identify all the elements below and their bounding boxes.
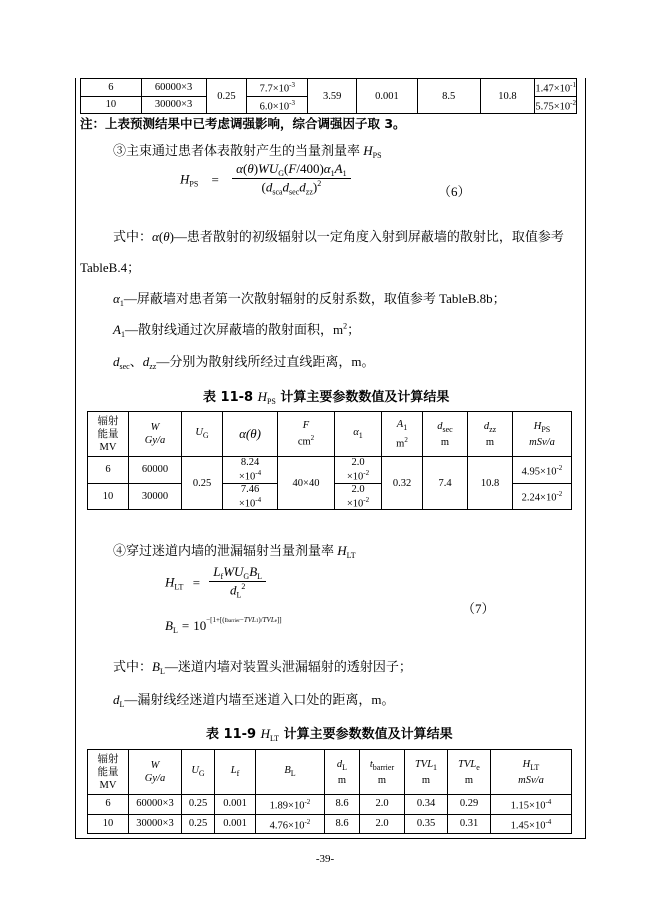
header-tvl1: $TVL_1$ m bbox=[405, 750, 448, 795]
header-tvle: $TVL_e$ m bbox=[448, 750, 491, 795]
result-cell bbox=[535, 79, 577, 97]
table8-caption: 表 11-8 $H_{PS}$ 计算主要参数数值及计算结果 bbox=[203, 389, 450, 406]
dl-cell: 8.6 bbox=[325, 814, 360, 834]
energy-cell: 6 bbox=[81, 79, 142, 97]
result-cell: $1.15\times 10^{-4}$ bbox=[491, 795, 572, 815]
lf-cell: 0.001 bbox=[215, 814, 256, 834]
f-cell: 40×40 bbox=[278, 457, 335, 510]
table-row bbox=[88, 795, 572, 815]
tbarrier-cell: 2.0 bbox=[360, 795, 405, 815]
header-hps: $H_{PS}$ mSv/a bbox=[513, 412, 572, 457]
dl-cell: 8.6 bbox=[325, 795, 360, 815]
bl-cell: $4.76\times 10^{-2}$ bbox=[256, 814, 325, 834]
dsec-cell: 8.5 bbox=[417, 79, 480, 114]
ug-cell: 0.25 bbox=[206, 79, 247, 114]
equation-6: $H_{PS}$ = $\frac{\alpha(\theta)WU_G(F/400)\alpha_1A_1}{(d_{sca}d_{sec}d_{zz})^2}$ bbox=[180, 165, 351, 196]
equation-7-hlt: $H_{LT}$ = $\frac{L_fWU_GB_L}{d_L^2}$ bbox=[165, 568, 266, 599]
d-definition: $d_{sec}$、$d_{zz}—$分别为散射线所经过直线距离，m。 bbox=[113, 354, 375, 371]
energy-cell: 10 bbox=[88, 814, 129, 834]
definition-text: —散射线通过次屏蔽墙的散射面积，m bbox=[124, 322, 344, 337]
a1-cell: 3.59 bbox=[308, 79, 357, 114]
alpha-cell: 7.46 $\times 10^{-4}$ bbox=[223, 483, 278, 510]
symbol-sub: PS bbox=[372, 151, 382, 160]
table-row bbox=[81, 79, 577, 97]
tvle-cell: 0.31 bbox=[448, 814, 491, 834]
where-prefix: 式中： bbox=[113, 659, 153, 674]
header-alpha: α(θ) bbox=[223, 412, 278, 457]
equation-number: （6） bbox=[438, 184, 471, 199]
caption-label: 表 11-9 bbox=[206, 727, 257, 742]
lf-cell: 0.001 bbox=[357, 79, 418, 114]
header-w: W Gy/a bbox=[129, 412, 182, 457]
definition-text: —患者散射的初级辐射以一定角度入射到屏蔽墙的散射比，取值参考 bbox=[173, 229, 564, 244]
w-cell: 60000 bbox=[129, 457, 182, 484]
workload-cell: 30000×3 bbox=[141, 96, 206, 114]
value-text: 1.47×10 bbox=[535, 83, 571, 95]
heading-text: ④穿过迷道内墙的泄漏辐射当量剂量率 bbox=[113, 543, 335, 558]
alpha-cell bbox=[247, 96, 308, 114]
header-tbarrier: $t_{barrier}$ m bbox=[360, 750, 405, 795]
header-energy: 辐射能量MV bbox=[88, 750, 129, 795]
bl-cell: $1.89\times 10^{-2}$ bbox=[256, 795, 325, 815]
w-cell: 30000 bbox=[129, 483, 182, 510]
alpha-cell: 8.24 $\times 10^{-4}$ bbox=[223, 457, 278, 484]
table-row bbox=[88, 457, 572, 484]
header-w: W Gy/a bbox=[129, 750, 182, 795]
energy-cell: 10 bbox=[88, 483, 129, 510]
exponent-text: -3 bbox=[289, 81, 295, 89]
alpha-definition: 式中：α(θ)—患者散射的初级辐射以一定角度入射到屏蔽墙的散射比，取值参考 bbox=[113, 229, 564, 244]
note-text: 注：上表预测结果中已考虑调强影响，综合调强因子取 3。 bbox=[80, 116, 406, 131]
header-a1: $A_1$ $m^2$ bbox=[382, 412, 423, 457]
a1-definition: $A_1—$散射线通过次屏蔽墙的散射面积，$m^2$； bbox=[113, 321, 361, 339]
header-f: F $cm^2$ bbox=[278, 412, 335, 457]
header-dl: $d_L$ m bbox=[325, 750, 360, 795]
value-text: 5.75×10 bbox=[535, 101, 571, 112]
dzz-cell: 10.8 bbox=[480, 79, 535, 114]
header-energy: 辐射能量MV bbox=[88, 412, 129, 457]
w-cell: 30000×3 bbox=[129, 814, 182, 834]
table-11-9 bbox=[87, 749, 572, 834]
page-number: -39- bbox=[315, 853, 335, 865]
header-lf: $L_f$ bbox=[215, 750, 256, 795]
caption-text: 计算主要参数数值及计算结果 bbox=[283, 727, 453, 742]
header-hlt: $H_{LT}$ mSv/a bbox=[491, 750, 572, 795]
value-text: 7.7×10 bbox=[259, 83, 290, 95]
alpha-definition-cont: TableB.4； bbox=[80, 260, 141, 275]
header-ug: $U_G$ bbox=[182, 412, 223, 457]
symbol-sub: LT bbox=[346, 551, 356, 560]
lf-cell: 0.001 bbox=[215, 795, 256, 815]
dsec-cell: 7.4 bbox=[423, 457, 468, 510]
header-alpha1: $\alpha_1$ bbox=[335, 412, 382, 457]
energy-cell: 10 bbox=[81, 96, 142, 114]
ug-cell: 0.25 bbox=[182, 457, 223, 510]
tvl1-cell: 0.35 bbox=[405, 814, 448, 834]
a1-cell: 0.32 bbox=[382, 457, 423, 510]
dl-definition: $d_L—$漏射线经迷道内墙至迷道入口处的距离，m。 bbox=[113, 692, 395, 709]
energy-cell: 6 bbox=[88, 457, 129, 484]
equation-number: （7） bbox=[462, 601, 495, 616]
definition-text: —迷道内墙对装置头泄漏辐射的透射因子； bbox=[164, 659, 412, 674]
alpha1-definition: $\alpha_1—$屏蔽墙对患者第一次散射辐射的反射系数，取值参考 TableB.8b； bbox=[113, 291, 506, 308]
symbol: H bbox=[337, 543, 347, 558]
header-dsec: $d_{sec}$ m bbox=[423, 412, 468, 457]
equation-7-bl: $B_L = 10^{-[1+[(tbarrier-TVL1)/TVLe]]}$ bbox=[165, 615, 282, 635]
header-dzz: $d_{zz}$ m bbox=[468, 412, 513, 457]
alpha1-cell: 2.0 $\times 10^{-2}$ bbox=[335, 457, 382, 484]
tbarrier-cell: 2.0 bbox=[360, 814, 405, 834]
alpha-cell bbox=[247, 79, 308, 97]
header-bl: $B_L$ bbox=[256, 750, 325, 795]
caption-label: 表 11-8 bbox=[203, 390, 254, 405]
workload-cell: 60000×3 bbox=[141, 79, 206, 97]
exponent-text: -3 bbox=[289, 98, 295, 107]
separator: 、 bbox=[129, 354, 143, 369]
result-cell: $4.95\times 10^{-2}$ bbox=[513, 457, 572, 484]
table9-caption: 表 11-9 $H_{LT}$ 计算主要参数数值及计算结果 bbox=[206, 726, 453, 743]
table-header-row bbox=[88, 412, 572, 457]
ug-cell: 0.25 bbox=[182, 814, 215, 834]
table-11-8 bbox=[87, 411, 572, 510]
ug-cell: 0.25 bbox=[182, 795, 215, 815]
section4-heading bbox=[113, 540, 356, 560]
definition-text: —屏蔽墙对患者第一次散射辐射的反射系数，取值参考 TableB.8b； bbox=[123, 291, 506, 306]
heading-text: ③主束通过患者体表散射产生的当量剂量率 bbox=[113, 143, 361, 158]
value-text: 6.0×10 bbox=[259, 101, 290, 112]
caption-text: 计算主要参数数值及计算结果 bbox=[280, 390, 450, 405]
definition-text: —漏射线经迷道内墙至迷道入口处的距离，m。 bbox=[124, 692, 395, 707]
energy-cell: 6 bbox=[88, 795, 129, 815]
result-cell: $2.24\times 10^{-2}$ bbox=[513, 483, 572, 510]
exponent-text: -2 bbox=[570, 98, 576, 107]
where-prefix: 式中： bbox=[113, 229, 153, 244]
continued-results-table bbox=[80, 78, 577, 114]
alpha1-cell: 2.0 $\times 10^{-2}$ bbox=[335, 483, 382, 510]
tvle-cell: 0.29 bbox=[448, 795, 491, 815]
table-header-row bbox=[88, 750, 572, 795]
w-cell: 60000×3 bbox=[129, 795, 182, 815]
bl-definition: 式中：$B_L—$迷道内墙对装置头泄漏辐射的透射因子； bbox=[113, 659, 412, 676]
tvl1-cell: 0.34 bbox=[405, 795, 448, 815]
table-row bbox=[88, 814, 572, 834]
superscript: 2 bbox=[343, 321, 348, 331]
result-cell: $1.45\times 10^{-4}$ bbox=[491, 814, 572, 834]
section3-heading bbox=[113, 140, 382, 160]
result-cell bbox=[535, 96, 577, 114]
exponent-text: -1 bbox=[570, 81, 576, 89]
header-ug: $U_G$ bbox=[182, 750, 215, 795]
definition-end: ； bbox=[347, 322, 361, 337]
definition-text: —分别为散射线所经过直线距离，m。 bbox=[156, 354, 375, 369]
dzz-cell: 10.8 bbox=[468, 457, 513, 510]
symbol: H bbox=[363, 143, 373, 158]
